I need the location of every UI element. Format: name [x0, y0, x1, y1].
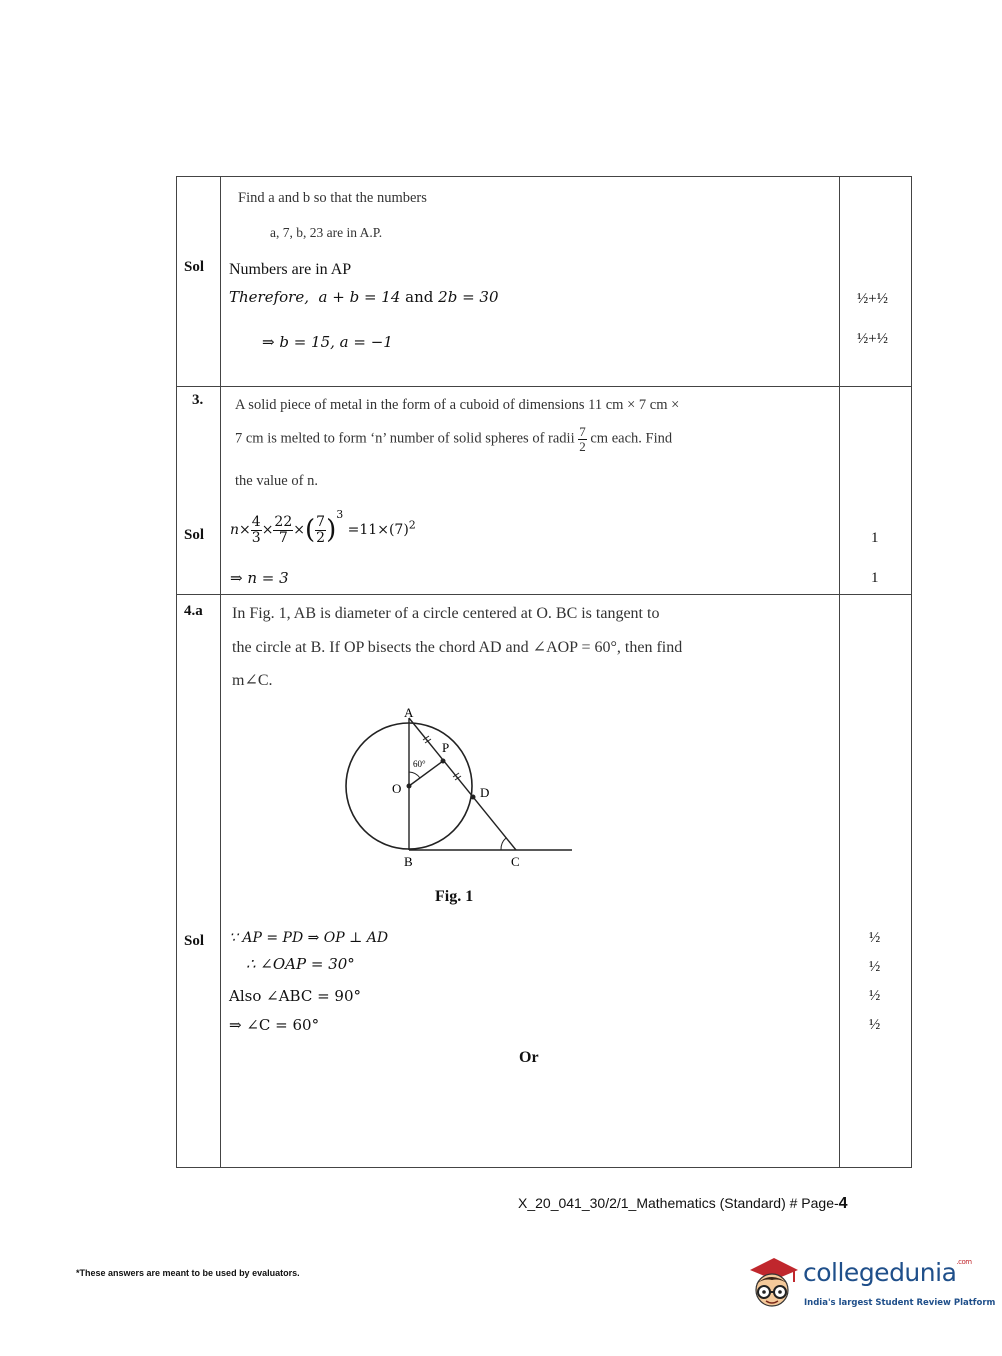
label-d: D	[480, 785, 490, 800]
label-angle-60: 60°	[413, 759, 426, 769]
q2-therefore: Therefore,	[229, 288, 309, 306]
or-separator: Or	[519, 1049, 539, 1066]
figure-1-diagram	[330, 700, 590, 875]
angle-arc-aop	[409, 772, 420, 778]
collegedunia-logo	[742, 1250, 996, 1320]
q4a-question-line1: In Fig. 1, AB is diameter of a circle centered at O. BC is tangent to	[232, 605, 660, 622]
q2-sol-line3: ⇒ b = 15, a = −1	[262, 333, 393, 351]
q2-question-line2: a, 7, b, 23 are in A.P.	[270, 225, 383, 240]
q2-mark-2: ½+½	[857, 331, 888, 347]
q2-sol-line2	[229, 288, 499, 306]
q4a-mark-2: ½	[869, 959, 881, 975]
q2-mark-1: ½+½	[857, 291, 888, 307]
q2-and: and	[405, 288, 434, 306]
q2-eq1: a + b = 14	[318, 288, 401, 306]
q3-question-line2-b: cm each. Find	[590, 430, 673, 447]
q4a-sol-line1: ∵ AP = PD ⇒ OP ⊥ AD	[229, 930, 389, 946]
label-o: O	[392, 781, 402, 796]
q4a-sol-label: Sol	[184, 933, 205, 949]
q3-number: 3.	[192, 392, 204, 408]
q3-equation: n× $\frac{4}{3}$ × $\frac{22}{7}$ ×( $\frac{7}{2}$ )$^3 =11\times(7)^2$	[230, 508, 416, 546]
q2-sol-label: Sol	[184, 259, 205, 275]
label-b: B	[404, 854, 413, 869]
q2-eq2: 2b = 30	[438, 288, 499, 306]
logo-tagline: India's largest Student Review Platform	[804, 1298, 996, 1308]
label-p: P	[442, 740, 450, 755]
evaluator-note: *These answers are meant to be used by evaluators.	[76, 1268, 300, 1278]
line-ac	[409, 718, 516, 850]
q2-sol-line1: Numbers are in AP	[229, 261, 352, 278]
label-a: A	[404, 705, 414, 720]
point-p	[441, 759, 446, 764]
column-divider-1	[220, 177, 221, 1167]
page-code: X_20_041_30/2/1_Mathematics (Standard) # Page-	[518, 1195, 839, 1211]
q4a-mark-1: ½	[869, 930, 881, 946]
column-divider-2	[839, 177, 840, 1167]
logo-name: collegedunia	[803, 1258, 957, 1287]
q3-sol-line2: ⇒ n = 3	[230, 569, 289, 587]
mascot-icon	[742, 1250, 804, 1316]
angle-arc-c	[501, 838, 506, 850]
logo-wordmark	[803, 1258, 972, 1287]
q3-question-line1: A solid piece of metal in the form of a cuboid of dimensions 11 cm × 7 cm ×	[235, 397, 680, 413]
q4a-question-line2: the circle at B. If OP bisects the chord AD and ∠AOP = 60°, then find	[232, 639, 683, 656]
q3-question-line2-a: 7 cm is melted to form ‘n’ number of solid spheres of radii	[235, 430, 575, 447]
q3-radius-fraction: $\frac{7}{2}$	[579, 424, 586, 454]
q4a-number: 4.a	[184, 603, 203, 619]
label-c: C	[511, 854, 520, 869]
point-d	[471, 795, 476, 800]
logo-suffix: .com	[956, 1258, 972, 1266]
figure-caption: Fig. 1	[435, 888, 474, 905]
q3-sol-label: Sol	[184, 527, 205, 543]
q4a-sol-line2: ∴ ∠OAP = 30°	[246, 955, 355, 973]
q4a-sol-line3: Also ∠ABC = 90°	[229, 987, 361, 1005]
q3-mark-2: 1	[871, 570, 879, 586]
q2-question-line1: Find a and b so that the numbers	[238, 190, 427, 206]
q4a-sol-line4: ⇒ ∠C = 60°	[229, 1016, 320, 1034]
row-divider-2	[177, 594, 911, 595]
point-o	[407, 784, 412, 789]
page-footer-code	[518, 1195, 848, 1213]
page-number: 4	[838, 1195, 848, 1212]
q3-mark-1: 1	[871, 530, 879, 546]
q4a-mark-3: ½	[869, 988, 881, 1004]
q3-question-line2	[235, 425, 672, 453]
q4a-mark-4: ½	[869, 1017, 881, 1033]
q4a-question-line3: m∠C.	[232, 672, 273, 689]
row-divider-1	[177, 386, 911, 387]
q3-question-line3: the value of n.	[235, 473, 318, 489]
